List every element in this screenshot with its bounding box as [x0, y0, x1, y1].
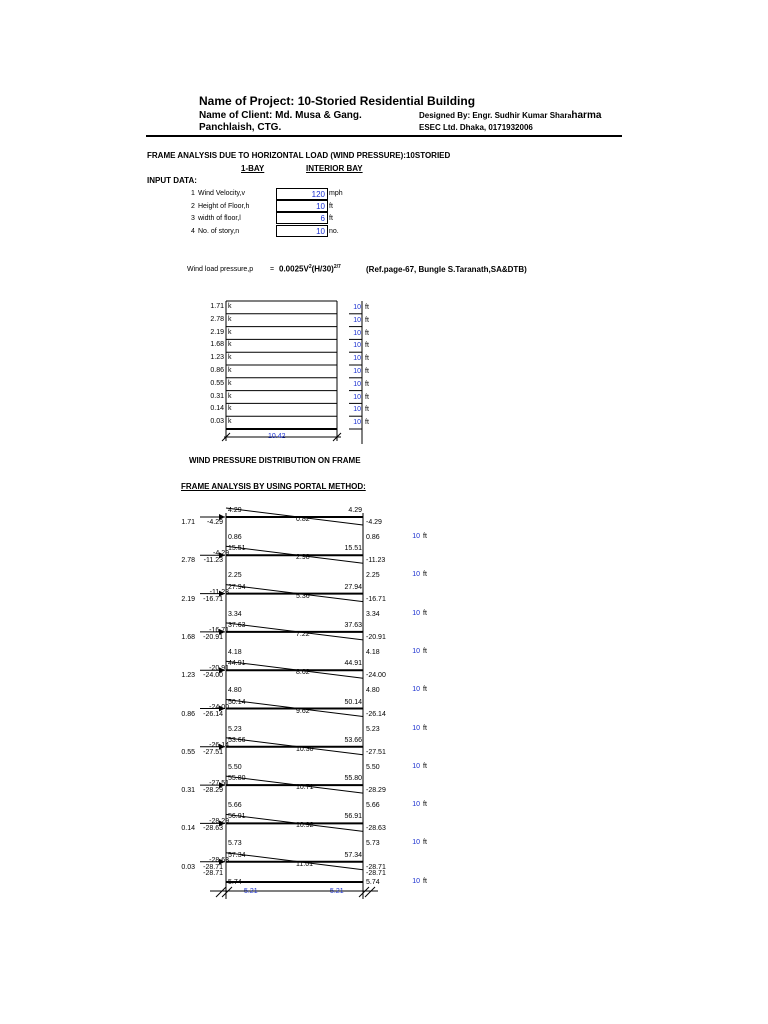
pressure-total: 10.42	[268, 433, 286, 440]
story-height: 10	[412, 609, 420, 617]
pressure-load-unit: k	[228, 315, 232, 323]
column-shear-right: 3.34	[366, 610, 380, 618]
beam-shear: 10.71	[296, 784, 314, 792]
story-height: 10	[412, 647, 420, 655]
left-axial-top: -20.91	[209, 665, 229, 673]
right-axial: -11.23	[366, 557, 386, 565]
story-load: 2.19	[181, 595, 195, 603]
story-height-unit: ft	[423, 533, 427, 540]
moment-top-left: 57.34	[228, 851, 246, 859]
left-axial-top: -28.63	[209, 856, 229, 864]
input-label: Height of Floor,h	[198, 203, 250, 210]
pressure-load-unit: k	[228, 354, 232, 362]
height-unit: ft	[365, 368, 369, 375]
beam-shear: 11.01	[296, 860, 313, 868]
height-value: 10	[353, 304, 361, 311]
column-shear-left: 5.50	[228, 763, 242, 771]
pressure-load-value: 0.55	[210, 379, 224, 387]
input-label: Wind Velocity,v	[198, 190, 245, 197]
moment-top-left: 55.80	[228, 775, 246, 783]
pressure-load-unit: k	[228, 405, 232, 413]
moment-top-left: 27.94	[228, 583, 246, 591]
moment-top-right: 27.94	[344, 583, 362, 591]
story-height: 10	[412, 533, 420, 540]
moment-top-left: 53.66	[228, 736, 246, 744]
story-load: 1.23	[181, 672, 195, 680]
left-axial-top: -16.71	[209, 626, 229, 634]
height-unit: ft	[365, 329, 369, 337]
right-axial: -24.00	[366, 672, 386, 680]
column-shear-right: 5.66	[366, 802, 380, 810]
pressure-load-value: 1.68	[210, 341, 224, 349]
bottom-right-axial: -28.71	[366, 870, 386, 877]
height-unit: ft	[365, 342, 369, 350]
story-height-unit: ft	[423, 571, 427, 579]
story-load: 1.68	[181, 633, 195, 641]
right-axial: -27.51	[366, 748, 386, 756]
height-value: 10	[353, 380, 361, 388]
right-axial: -26.14	[366, 710, 386, 718]
moment-top-right: 4.29	[348, 507, 362, 514]
portal-title: FRAME ANALYSIS BY USING PORTAL METHOD:	[181, 482, 366, 491]
moment-top-left: 15.51	[228, 545, 246, 553]
story-height-unit: ft	[423, 877, 427, 885]
moment-top-left: 56.91	[228, 813, 246, 821]
moment-top-right: 53.66	[344, 736, 362, 744]
column-shear-right: 4.80	[366, 687, 380, 695]
left-axial-bottom: -28.71	[203, 863, 223, 871]
column-shear-left: 4.80	[228, 687, 242, 695]
bay-type: INTERIOR BAY	[306, 164, 363, 173]
column-shear-right: 2.25	[366, 572, 380, 580]
story-height: 10	[412, 571, 420, 579]
moment-top-left: 37.63	[228, 621, 246, 629]
column-shear-left: 5.73	[228, 840, 242, 848]
height-value: 10	[353, 329, 361, 337]
beam-shear: 9.62	[296, 707, 310, 715]
column-shear-left: 5.74	[228, 878, 242, 886]
moment-top-right: 37.63	[344, 621, 362, 629]
pressure-load-value: 1.23	[210, 354, 224, 362]
formula-expression: $0.0025V^2(H/30)^{2/7}$	[279, 264, 341, 274]
left-axial-bottom: -4.29	[207, 519, 223, 526]
input-label: width of floor,l	[198, 215, 241, 222]
pressure-load-unit: k	[228, 367, 232, 374]
left-axial-bottom: -28.63	[203, 825, 223, 833]
moment-top-right: 56.91	[344, 813, 362, 821]
column-shear-left: 4.18	[228, 648, 242, 656]
left-axial-bottom: -24.00	[203, 672, 223, 680]
formula-equals: =	[270, 266, 275, 273]
input-no: 2	[191, 203, 195, 210]
moment-top-left: 44.91	[228, 660, 246, 668]
pressure-load-value: 0.03	[210, 418, 224, 426]
height-unit: ft	[365, 304, 369, 311]
right-axial: -16.71	[366, 595, 386, 603]
height-value: 10	[353, 419, 361, 427]
story-height-unit: ft	[423, 647, 427, 655]
moment-top-left: 4.29	[228, 507, 242, 514]
bottom-left-axial: -28.71	[203, 870, 223, 877]
left-axial-bottom: -27.51	[203, 748, 223, 756]
input-unit: mph	[329, 190, 343, 197]
left-axial-top: -4.29	[213, 550, 229, 558]
company-info: ESEC Ltd. Dhaka, 0171932006	[419, 123, 533, 132]
story-height: 10	[412, 801, 420, 809]
beam-shear: 10.92	[296, 822, 314, 830]
input-label: No. of story,n	[198, 228, 240, 235]
pressure-load-value: 0.31	[210, 392, 224, 400]
story-height-unit: ft	[423, 609, 427, 617]
input-no: 1	[191, 190, 195, 197]
right-axial: -28.71	[366, 863, 386, 871]
pressure-load-value: 2.78	[210, 315, 224, 323]
story-height: 10	[412, 724, 420, 732]
pressure-load-value: 1.71	[210, 303, 224, 310]
story-height-unit: ft	[423, 724, 427, 732]
wind-velocity-field[interactable]: 120	[276, 188, 328, 200]
input-data-label: INPUT DATA:	[147, 176, 197, 185]
client-address: Panchlaish, CTG.	[199, 122, 282, 133]
input-unit: ft	[329, 215, 333, 222]
base-shear-left: 5.21	[244, 888, 258, 895]
floor-height-field[interactable]: 10	[276, 200, 328, 212]
story-load: 2.78	[181, 557, 195, 565]
height-value: 10	[353, 316, 361, 324]
height-unit: ft	[365, 393, 369, 401]
column-shear-right: 5.50	[366, 763, 380, 771]
height-value: 10	[353, 393, 361, 401]
right-axial: -4.29	[366, 519, 382, 526]
left-axial-top: -27.51	[209, 780, 229, 788]
section-title: FRAME ANALYSIS DUE TO HORIZONTAL LOAD (WIND PRESSURE):10STORIED	[147, 151, 451, 160]
story-load: 0.86	[181, 710, 195, 718]
pressure-load-unit: k	[228, 328, 232, 336]
story-height: 10	[412, 686, 420, 694]
column-shear-left: 0.86	[228, 534, 242, 541]
designer-name: Designed By: Engr. Sudhir Kumar Sharaharma	[419, 110, 602, 121]
column-shear-left: 5.66	[228, 802, 242, 810]
support-hatch	[365, 887, 375, 897]
story-height-unit: ft	[423, 762, 427, 770]
left-axial-bottom: -11.23	[203, 557, 223, 565]
height-unit: ft	[365, 355, 369, 363]
base-shear-right: 5.21	[330, 888, 344, 895]
pressure-load-value: 0.86	[210, 367, 224, 374]
column-shear-left: 5.23	[228, 725, 242, 733]
story-height: 10	[412, 839, 420, 847]
story-load: 0.31	[181, 787, 195, 795]
input-unit: no.	[329, 228, 339, 235]
project-title: Name of Project: 10-Storied Residential Building	[199, 94, 476, 108]
beam-shear: 2.98	[296, 554, 310, 562]
left-axial-bottom: -20.91	[203, 633, 223, 641]
height-unit: ft	[365, 419, 369, 427]
support-hatch	[216, 887, 226, 897]
moment-top-right: 44.91	[344, 660, 362, 668]
moment-top-right: 50.14	[344, 698, 362, 706]
input-no: 3	[191, 215, 195, 222]
story-height-unit: ft	[423, 839, 427, 847]
story-height: 10	[412, 762, 420, 770]
input-no: 4	[191, 228, 195, 235]
beam-shear: 10.30	[296, 745, 314, 753]
pressure-load-unit: k	[228, 379, 232, 387]
column-shear-left: 2.25	[228, 572, 242, 580]
formula-label: Wind load pressure,p	[187, 266, 254, 273]
story-load: 0.55	[181, 748, 195, 756]
left-axial-bottom: -26.14	[203, 710, 223, 718]
left-axial-bottom: -16.71	[203, 595, 223, 603]
left-axial-top: -24.00	[209, 703, 229, 711]
moment-top-right: 57.34	[344, 851, 362, 859]
right-axial: -20.91	[366, 633, 386, 641]
support-hatch	[222, 887, 232, 897]
right-axial: -28.63	[366, 825, 386, 833]
floor-width-field[interactable]: 6	[276, 212, 328, 224]
moment-top-left: 50.14	[228, 698, 246, 706]
height-value: 10	[353, 342, 361, 350]
pressure-load-value: 0.14	[210, 405, 224, 413]
story-height-unit: ft	[423, 686, 427, 694]
formula-reference: (Ref.page-67, Bungle S.Taranath,SA&DTB)	[366, 265, 527, 274]
left-axial-top: -28.29	[209, 818, 229, 826]
story-load: 1.71	[181, 519, 195, 526]
moment-top-right: 15.51	[344, 545, 362, 553]
beam-shear: 8.62	[296, 669, 310, 677]
client-name: Name of Client: Md. Musa & Gang.	[199, 110, 362, 121]
column-shear-right: 0.86	[366, 534, 380, 541]
support-hatch	[359, 887, 369, 897]
story-load: 0.14	[181, 825, 195, 833]
pressure-load-unit: k	[228, 418, 232, 426]
height-unit: ft	[365, 380, 369, 388]
beam-shear: 0.82	[296, 516, 310, 523]
beam-shear: 7.22	[296, 630, 310, 638]
right-axial: -28.29	[366, 787, 386, 795]
height-value: 10	[353, 406, 361, 414]
story-height-unit: ft	[423, 801, 427, 809]
moment-top-right: 55.80	[344, 775, 362, 783]
left-axial-top: -26.14	[209, 741, 229, 749]
column-shear-left: 3.34	[228, 610, 242, 618]
pressure-load-unit: k	[228, 392, 232, 400]
pressure-caption: WIND PRESSURE DISTRIBUTION ON FRAME	[189, 456, 361, 465]
height-unit: ft	[365, 316, 369, 324]
beam-shear: 5.36	[296, 592, 310, 600]
column-shear-right: 4.18	[366, 648, 380, 656]
bay-count: 1-BAY	[241, 164, 265, 173]
column-shear-right: 5.73	[366, 840, 380, 848]
column-shear-right: 5.23	[366, 725, 380, 733]
story-load: 0.03	[181, 863, 195, 871]
pressure-load-unit: k	[228, 303, 232, 310]
input-unit: ft	[329, 203, 333, 210]
pressure-load-value: 2.19	[210, 328, 224, 336]
pressure-load-unit: k	[228, 341, 232, 349]
height-value: 10	[353, 355, 361, 363]
story-count-field[interactable]: 10	[276, 225, 328, 237]
story-height: 10	[412, 877, 420, 885]
left-axial-top: -11.23	[209, 588, 229, 596]
column-shear-right: 5.74	[366, 878, 380, 886]
height-value: 10	[353, 368, 361, 375]
left-axial-bottom: -28.29	[203, 787, 223, 795]
height-unit: ft	[365, 406, 369, 414]
